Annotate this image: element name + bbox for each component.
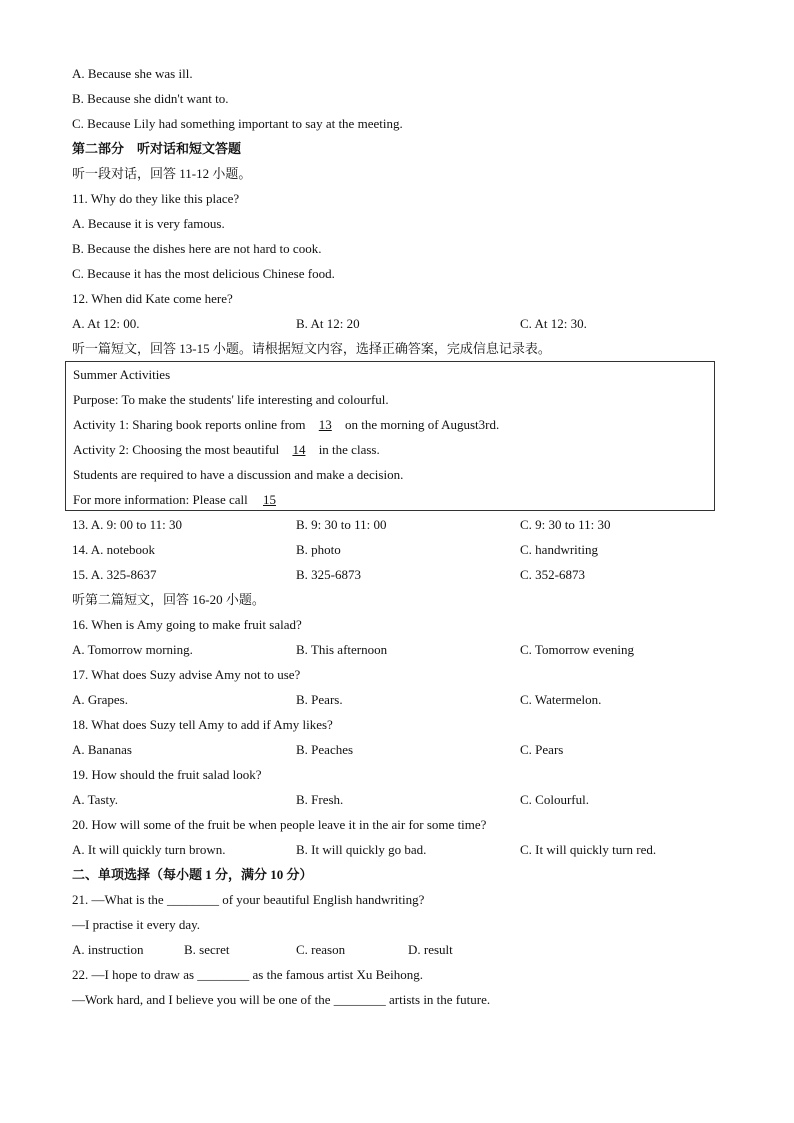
q18-options-row (0, 737, 794, 762)
q21-option-a: A. instruction (72, 942, 144, 957)
q21-option-b: B. secret (184, 942, 230, 957)
q17-options-row (0, 687, 794, 712)
q10-option-c: C. Because Lily had something important to say at the meeting. (72, 116, 403, 131)
q20-options-row (0, 837, 794, 862)
q19-options-row (0, 787, 794, 812)
q11-option-c: C. Because it has the most delicious Chinese food. (72, 266, 335, 281)
q20-option-b: B. It will quickly go bad. (296, 842, 427, 857)
q17-option-a: A. Grapes. (72, 692, 128, 707)
q16-option-c: C. Tomorrow evening (520, 642, 635, 657)
q16-options-row (0, 637, 794, 662)
q19-option-a: A. Tasty. (72, 792, 119, 807)
q17-option-c: C. Watermelon. (520, 692, 602, 707)
info-record-box (65, 361, 715, 511)
q21-reply: —I practise it every day. (72, 917, 201, 932)
q22-question: 22. —I hope to draw as ________ as the famous artist Xu Beihong. (72, 967, 423, 982)
q16-question: 16. When is Amy going to make fruit salad? (72, 617, 302, 632)
blank-14: 14 (292, 442, 306, 457)
part2-heading: 第二部分 听对话和短文答题 (72, 141, 242, 156)
passage2-intro: 听第二篇短文，回答 16-20 小题。 (72, 592, 265, 607)
q18-option-c: C. Pears (520, 742, 564, 757)
info-box-discussion: Students are required to have a discussion and make a decision. (73, 467, 404, 482)
info-box-title: Summer Activities (73, 367, 171, 382)
q21-question: 21. —What is the ________ of your beautiful English handwriting? (72, 892, 425, 907)
q19-question: 19. How should the fruit salad look? (72, 767, 262, 782)
q20-question: 20. How will some of the fruit be when people leave it in the air for some time? (72, 817, 487, 832)
q14-option-a: 14. A. notebook (72, 542, 156, 557)
q14-option-c: C. handwriting (520, 542, 598, 557)
q13-option-c: C. 9: 30 to 11: 30 (520, 517, 611, 532)
q13-row (0, 512, 794, 537)
q19-option-c: C. Colourful. (520, 792, 589, 807)
q13-option-a: 13. A. 9: 00 to 11: 30 (72, 517, 183, 532)
section2-heading: 二、单项选择（每小题 1 分，满分 10 分） (72, 867, 313, 882)
dialogue-intro: 听一段对话，回答 11-12 小题。 (72, 166, 252, 181)
q20-option-a: A. It will quickly turn brown. (72, 842, 226, 857)
blank-13: 13 (318, 417, 332, 432)
q10-option-b: B. Because she didn't want to. (72, 91, 229, 106)
q12-option-b: B. At 12: 20 (296, 316, 360, 331)
q14-row (0, 537, 794, 562)
q20-option-c: C. It will quickly turn red. (520, 842, 657, 857)
info-box-activity1: Activity 1: Sharing book reports online from 13 on the morning of August3rd. (73, 412, 499, 437)
q19-option-b: B. Fresh. (296, 792, 344, 807)
blank-15: 15 (262, 492, 276, 507)
q17-option-b: B. Pears. (296, 692, 343, 707)
q22-reply: —Work hard, and I believe you will be one of the ________ artists in the future. (72, 992, 491, 1007)
q16-option-a: A. Tomorrow morning. (72, 642, 193, 657)
q11-option-a: A. Because it is very famous. (72, 216, 225, 231)
q15-row (0, 562, 794, 587)
q13-option-b: B. 9: 30 to 11: 00 (296, 517, 387, 532)
q12-options-row (0, 311, 794, 336)
q16-option-b: B. This afternoon (296, 642, 388, 657)
q15-option-b: B. 325-6873 (296, 567, 361, 582)
q18-question: 18. What does Suzy tell Amy to add if Amy likes? (72, 717, 333, 732)
q21-option-c: C. reason (296, 942, 346, 957)
q15-option-c: C. 352-6873 (520, 567, 585, 582)
q15-option-a: 15. A. 325-8637 (72, 567, 157, 582)
info-box-contact: For more information: Please call 15 (73, 487, 288, 512)
q12-option-a: A. At 12: 00. (72, 316, 140, 331)
q18-option-a: A. Bananas (72, 742, 132, 757)
q17-question: 17. What does Suzy advise Amy not to use? (72, 667, 301, 682)
q14-option-b: B. photo (296, 542, 341, 557)
passage1-intro: 听一篇短文，回答 13-15 小题。请根据短文内容，选择正确答案，完成信息记录表。 (72, 341, 551, 356)
q10-option-a: A. Because she was ill. (72, 66, 193, 81)
q12-option-c: C. At 12: 30. (520, 316, 587, 331)
info-box-activity2: Activity 2: Choosing the most beautiful 14 in the class. (73, 437, 380, 462)
info-box-purpose: Purpose: To make the students' life interesting and colourful. (73, 392, 389, 407)
q21-options-row (0, 937, 794, 962)
q21-option-d: D. result (408, 942, 453, 957)
q11-question: 11. Why do they like this place? (72, 191, 240, 206)
q11-option-b: B. Because the dishes here are not hard to cook. (72, 241, 322, 256)
q12-question: 12. When did Kate come here? (72, 291, 233, 306)
q18-option-b: B. Peaches (296, 742, 354, 757)
